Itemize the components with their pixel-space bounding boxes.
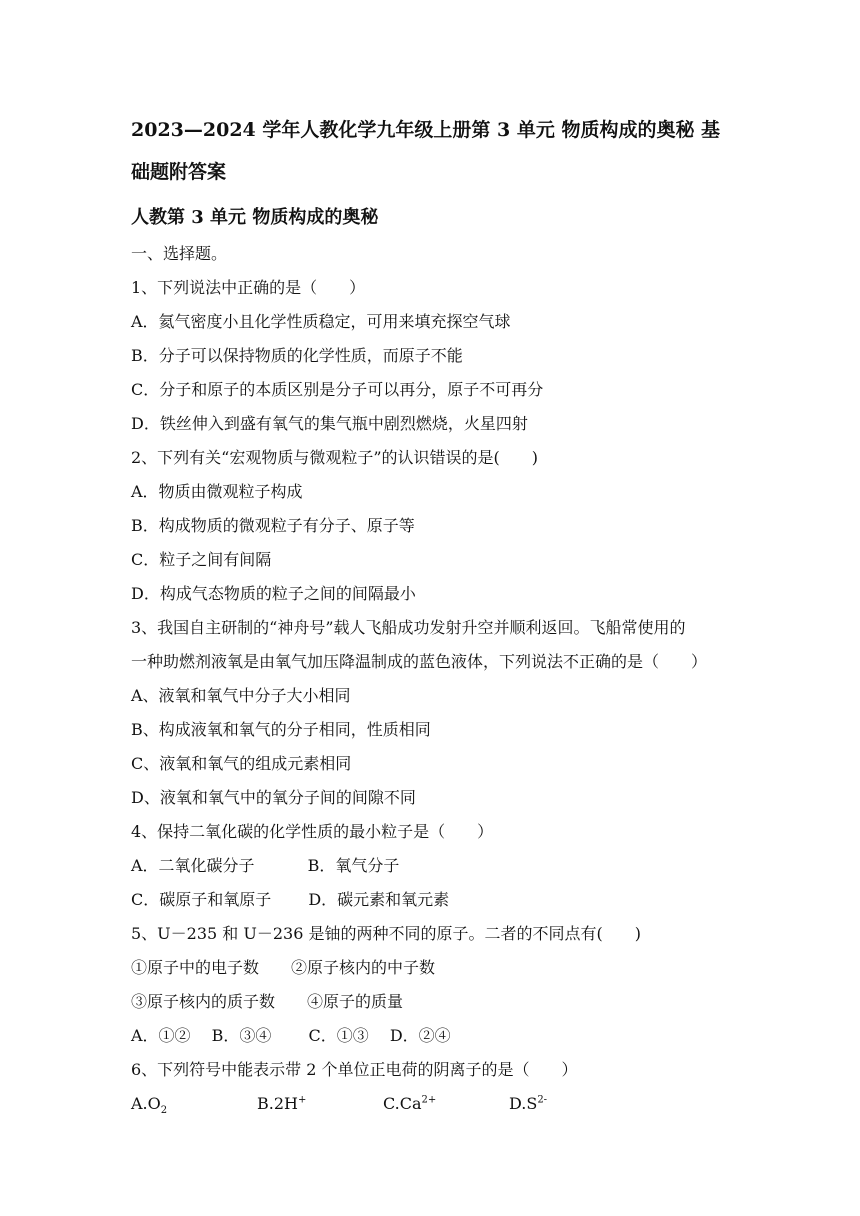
q2-option-b: B．构成物质的微观粒子有分子、原子等 [131, 516, 415, 535]
document-title-line-1: 2023—2024 学年人教化学九年级上册第 3 单元 物质构成的奥秘 基 [131, 119, 721, 141]
q4-options-row-1: A．二氧化碳分子 B．氧气分子 [131, 856, 400, 875]
q5-stem: 5、U－235 和 U－236 是铀的两种不同的原子。二者的不同点有( ) [131, 924, 641, 943]
q6-option-b: B.2H+ [257, 1094, 307, 1113]
q1-option-c: C．分子和原子的本质区别是分子可以再分，原子不可再分 [131, 380, 544, 399]
q3-stem-line-2: 一种助燃剂液氧是由氧气加压降温制成的蓝色液体，下列说法不正确的是（ ） [131, 652, 708, 671]
unit-subtitle: 人教第 3 单元 物质构成的奥秘 [131, 207, 379, 228]
q6-option-c: $C.Ca^{2+}$ [383, 1094, 437, 1113]
q6-option-a: $A.O_2$ [131, 1094, 168, 1117]
q3-option-a: A、液氧和氧气中分子大小相同 [131, 686, 351, 705]
document-title-line-2: 础题附答案 [131, 161, 227, 183]
q1-stem: 1、下列说法中正确的是（ ） [131, 278, 366, 297]
q3-option-c: C、液氧和氧气的组成元素相同 [131, 754, 352, 773]
q6-option-d: $D.S^{2-}$ [509, 1094, 548, 1113]
q2-option-c: C．粒子之间有间隔 [131, 550, 272, 569]
section-heading: 一、选择题。 [131, 244, 228, 263]
q5-options: A．①② B．③④ C．①③ D．②④ [131, 1026, 451, 1045]
q2-option-a: A．物质由微观粒子构成 [131, 482, 303, 501]
q3-stem-line-1: 3、我国自主研制的“神舟号”载人飞船成功发射升空并顺利返回。飞船常使用的 [131, 618, 686, 637]
q5-items-row-1: ①原子中的电子数 ②原子核内的中子数 [131, 958, 436, 977]
q1-option-b: B．分子可以保持物质的化学性质，而原子不能 [131, 346, 463, 365]
q5-items-row-2: ③原子核内的质子数 ④原子的质量 [131, 992, 404, 1011]
q6-options [131, 1093, 635, 1115]
q1-option-d: D．铁丝伸入到盛有氧气的集气瓶中剧烈燃烧，火星四射 [131, 414, 528, 433]
q3-option-d: D、液氧和氧气中的氧分子间的间隙不同 [131, 788, 416, 807]
q6-stem: 6、下列符号中能表示带 2 个单位正电荷的阴离子的是（ ） [131, 1060, 578, 1079]
q3-option-b: B、构成液氧和氧气的分子相同，性质相同 [131, 720, 431, 739]
q2-stem: 2、下列有关“宏观物质与微观粒子”的认识错误的是( ) [131, 448, 539, 467]
q4-stem: 4、保持二氧化碳的化学性质的最小粒子是（ ） [131, 822, 494, 841]
q1-option-a: A．氦气密度小且化学性质稳定，可用来填充探空气球 [131, 312, 511, 331]
q4-options-row-2: C．碳原子和氧原子 D．碳元素和氧元素 [131, 890, 450, 909]
q2-option-d: D．构成气态物质的粒子之间的间隔最小 [131, 584, 416, 603]
